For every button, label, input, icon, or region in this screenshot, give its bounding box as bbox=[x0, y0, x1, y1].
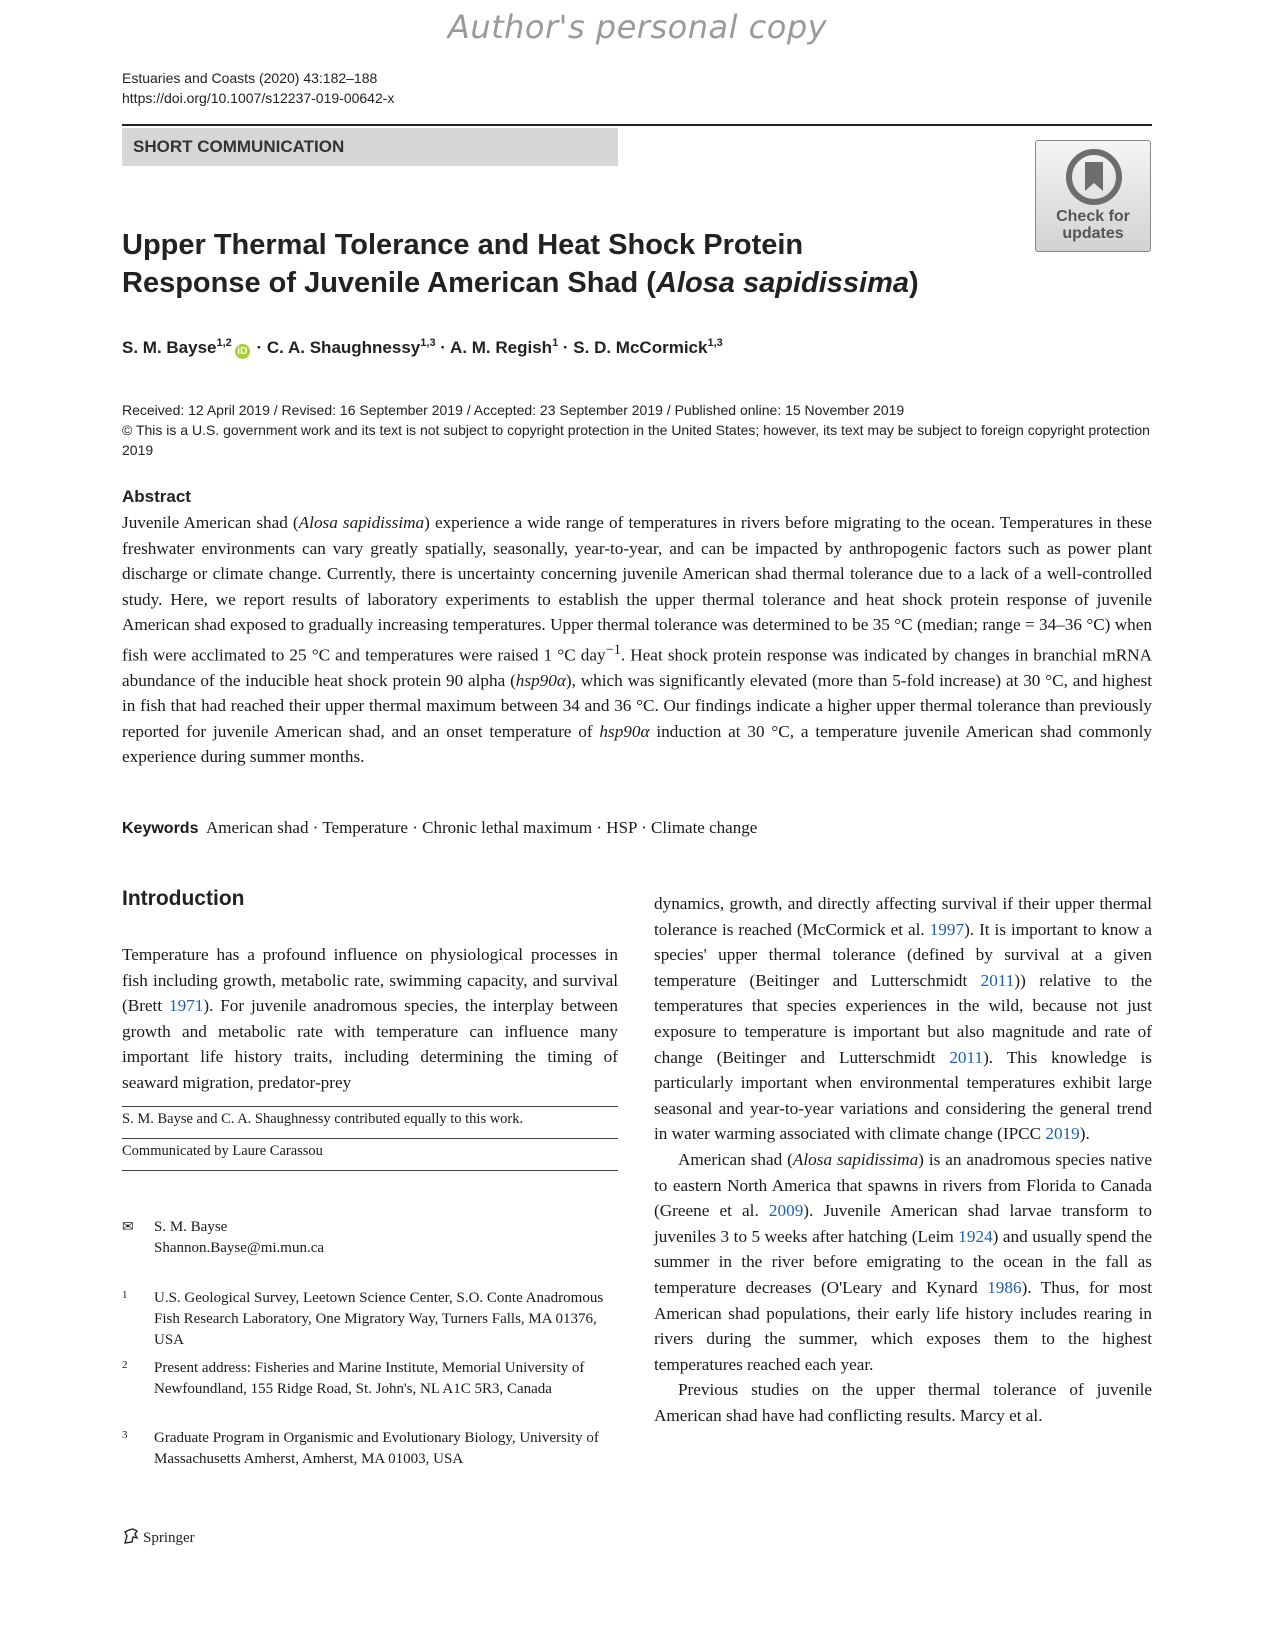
body-text: American shad ( bbox=[678, 1149, 793, 1169]
orcid-icon[interactable]: iD bbox=[235, 344, 250, 359]
abstract-heading: Abstract bbox=[122, 487, 191, 506]
contact-email[interactable]: Shannon.Bayse@mi.mun.ca bbox=[154, 1240, 325, 1256]
body-text: ). For juvenile anadromous species, the interplay between growth and metabolic rate with temperature can influence many important life history traits, including determining the timing of seaward migration, predator-prey bbox=[122, 996, 618, 1092]
footnote-rule bbox=[122, 1170, 618, 1171]
article-history bbox=[122, 400, 1152, 460]
keyword: Chronic lethal maximum bbox=[422, 818, 593, 837]
citation-link[interactable]: 1971 bbox=[168, 996, 204, 1016]
citation-link[interactable]: 2011 bbox=[980, 970, 1015, 990]
body-text: ). bbox=[1079, 1124, 1090, 1144]
affiliation-text: Graduate Program in Organismic and Evolutionary Biology, University of Massachusetts Amherst, Amherst, MA 01003, USA bbox=[154, 1430, 599, 1467]
affiliation-text: U.S. Geological Survey, Leetown Science Center, S.O. Conte Anadromous Fish Research Laboratory, One Migratory Way, Turners Falls, MA 01376, USA bbox=[154, 1290, 604, 1348]
body-text: )) relative to the temperatures that species experiences in the wild, because not just exposure to temperature is important but also magnitude and rate of change (Beitinger and Lutterschmidt bbox=[654, 970, 1152, 1067]
footnote-rule bbox=[122, 1106, 618, 1107]
abstract-text: induction at 30 °C, a temperature juvenile American shad commonly experience during summer months. bbox=[122, 721, 1152, 767]
check-for-updates-label bbox=[1036, 208, 1150, 242]
springer-horse-icon bbox=[122, 1527, 140, 1545]
species-name: Alosa sapidissima bbox=[792, 1149, 919, 1169]
body-text: ). This knowledge is particularly important when environmental temperatures exhibit large seasonal and year-to-year variations and considering the general trend in water warming associated with climate change (IPCC bbox=[654, 1047, 1152, 1144]
author-list bbox=[122, 337, 723, 359]
keyword: Climate change bbox=[651, 818, 758, 837]
keyword: HSP bbox=[606, 818, 637, 837]
author-affiliation: 1,3 bbox=[420, 337, 436, 349]
contact-name: S. M. Bayse bbox=[154, 1219, 228, 1235]
keyword-separator: · bbox=[407, 818, 423, 837]
equal-contribution-note: S. M. Bayse and C. A. Shaughnessy contributed equally to this work. bbox=[122, 1111, 524, 1127]
abstract-species: Alosa sapidissima bbox=[298, 513, 425, 532]
author-separator: · bbox=[558, 338, 574, 357]
watermark: Author's personal copy bbox=[447, 8, 828, 46]
author-name[interactable]: A. M. Regish bbox=[450, 338, 553, 357]
paragraph: Previous studies on the upper thermal tolerance of juvenile American shad have had conflicting results. Marcy et al. bbox=[654, 1380, 1152, 1425]
keywords bbox=[122, 818, 757, 838]
check-for-updates-line1: Check for bbox=[1056, 208, 1130, 225]
publisher-name: Springer bbox=[143, 1530, 195, 1546]
citation-link[interactable]: 1924 bbox=[958, 1226, 993, 1246]
author-affiliation: 1 bbox=[552, 337, 559, 349]
keywords-heading: Keywords bbox=[122, 820, 199, 837]
keyword: American shad bbox=[206, 818, 309, 837]
abstract-text: ), which was significantly elevated (more than 5-fold increase) at 30 °C, and highest in fish that had reached their upper thermal maximum between 34 and 36 °C. Our findings indicate a higher upper thermal tolerance than previously reported for juvenile American shad, and an onset temperature of bbox=[122, 670, 1152, 741]
author-affiliation: 1,2 bbox=[216, 337, 232, 349]
abstract-superscript: −1 bbox=[605, 641, 621, 658]
affiliation-number: 2 bbox=[122, 1359, 128, 1371]
author-separator: · bbox=[251, 338, 267, 357]
title-line-1: Upper Thermal Tolerance and Heat Shock Protein bbox=[122, 229, 804, 261]
author-affiliation: 1,3 bbox=[707, 337, 723, 349]
author-name[interactable]: S. M. Bayse bbox=[122, 338, 217, 357]
affiliation-number: 3 bbox=[122, 1429, 128, 1441]
section-label: SHORT COMMUNICATION bbox=[133, 137, 345, 156]
article-title bbox=[122, 226, 1002, 302]
paragraph bbox=[654, 891, 1152, 1147]
keyword-separator: · bbox=[636, 818, 652, 837]
history-dates: Received: 12 April 2019 / Revised: 16 September 2019 / Accepted: 23 September 2019 / Published online: 15 November 2019 bbox=[122, 402, 905, 418]
abstract-text: . Heat shock protein response was indicated by changes in branchial mRNA abundance of the inducible heat shock protein 90 alpha ( bbox=[122, 645, 1152, 690]
introduction-left-column bbox=[122, 942, 618, 1096]
abstract-text: Juvenile American shad ( bbox=[122, 513, 299, 532]
abstract-gene: hsp90α bbox=[515, 670, 566, 690]
citation-link[interactable]: 1997 bbox=[929, 919, 965, 939]
title-species: Alosa sapidissima bbox=[655, 267, 910, 299]
introduction-right-column bbox=[654, 891, 1152, 1428]
body-text: ). It is important to know a species' upper thermal tolerance (defined by survival at a given temperature (Beitinger and Lutterschmidt bbox=[654, 919, 1152, 990]
doi-link[interactable]: https://doi.org/10.1007/s12237-019-00642-x bbox=[122, 90, 395, 106]
journal-info bbox=[122, 68, 394, 108]
citation-link[interactable]: 1986 bbox=[987, 1277, 1022, 1297]
citation-link[interactable]: 2011 bbox=[949, 1047, 984, 1067]
citation-link[interactable]: 2009 bbox=[768, 1201, 804, 1221]
copyright-notice: © This is a U.S. government work and its text is not subject to copyright protection in the United States; however, its text may be subject to foreign copyright protection 2019 bbox=[122, 422, 1150, 458]
body-text: ) is an anadromous species native to eastern North America that spawns in rivers from Florida to Canada (Greene et al. bbox=[654, 1149, 1152, 1221]
footer bbox=[122, 1527, 195, 1547]
author-name[interactable]: S. D. McCormick bbox=[573, 338, 708, 357]
keyword: Temperature bbox=[322, 818, 408, 837]
check-for-updates-line2: updates bbox=[1062, 225, 1124, 242]
body-text: ) and usually spend the summer in the river before emigrating to the ocean in the fall as temperature decreases (O'Leary and Kynard bbox=[654, 1226, 1152, 1297]
body-text: dynamics, growth, and directly affecting survival if their upper thermal tolerance is reached (McCormick et al. bbox=[654, 894, 1152, 939]
affiliation-number: 1 bbox=[122, 1289, 128, 1301]
abstract-gene: hsp90α bbox=[599, 721, 650, 741]
keyword-separator: · bbox=[592, 818, 607, 837]
abstract-body bbox=[122, 510, 1152, 770]
title-line2-prefix: Response of Juvenile American Shad ( bbox=[122, 267, 656, 299]
communicated-by-note: Communicated by Laure Carassou bbox=[122, 1143, 323, 1159]
author-name[interactable]: C. A. Shaughnessy bbox=[266, 338, 421, 357]
crossmark-icon bbox=[1066, 149, 1122, 205]
body-text: ). Juvenile American shad larvae transform to juveniles 3 to 5 weeks after hatching (Leim bbox=[654, 1201, 1153, 1246]
title-line-2 bbox=[122, 264, 1002, 302]
introduction-heading: Introduction bbox=[122, 887, 245, 910]
citation-link[interactable]: 2019 bbox=[1045, 1124, 1080, 1144]
author-separator: · bbox=[435, 338, 451, 357]
envelope-icon: ✉ bbox=[122, 1219, 134, 1235]
journal-citation: Estuaries and Coasts (2020) 43:182–188 bbox=[122, 70, 378, 86]
title-line2-suffix: ) bbox=[909, 267, 919, 299]
header-rule bbox=[122, 124, 1152, 126]
affiliation-text: Present address: Fisheries and Marine Institute, Memorial University of Newfoundland, 155 Ridge Road, St. John's, NL A1C 5R3, Canada bbox=[154, 1360, 585, 1397]
footnote-rule bbox=[122, 1138, 618, 1139]
abstract-text: ) experience a wide range of temperatures in rivers before migrating to the ocean. Temperatures in these freshwater environments can vary greatly spatially, seasonally, year-to-year, and can be impacted by anthropogenic factors such as power plant discharge or climate change. Currently, there is uncertainty concerning juvenile American shad thermal tolerance due to a lack of a well-controlled study. Here, we report results of laboratory experiments to establish the upper thermal tolerance and heat shock protein response of juvenile American shad exposed to gradually increasing temperatures. Upper thermal tolerance was determined to be 35 °C (median; range = 34–36 °C) when fish were acclimated to 25 °C and temperatures were raised 1 °C day bbox=[122, 513, 1152, 665]
paragraph bbox=[654, 1147, 1152, 1377]
body-text: ). Thus, for most American shad populations, their early life history includes rearing in rivers during the summer, which exposes them to the highest temperatures reached each year. bbox=[654, 1277, 1152, 1374]
check-for-updates-badge[interactable] bbox=[1035, 140, 1151, 252]
body-text: Temperature has a profound influence on physiological processes in fish including growth, metabolic rate, swimming capacity, and survival (Brett bbox=[122, 945, 618, 1016]
keyword-separator: · bbox=[308, 818, 323, 837]
